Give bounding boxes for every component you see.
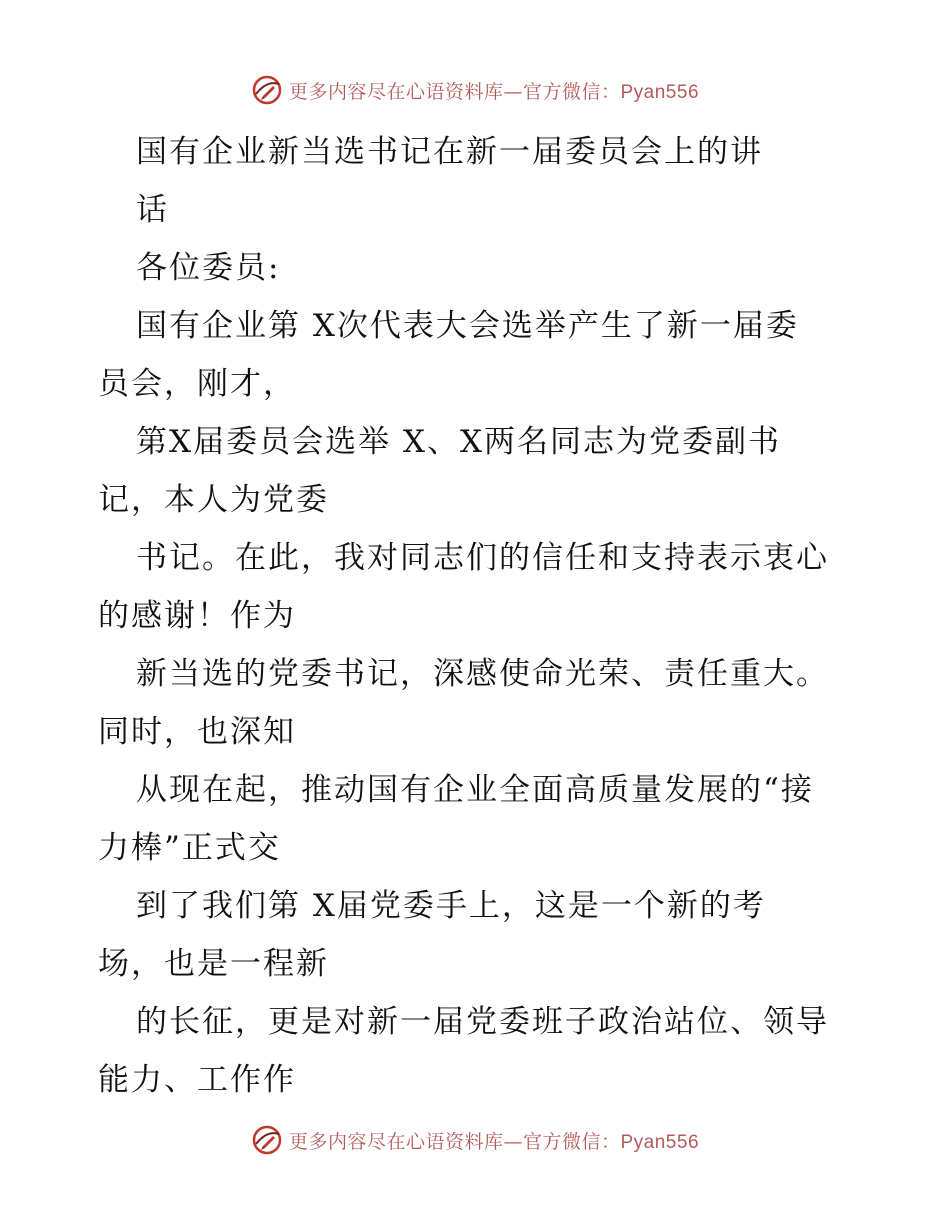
footer-watermark: [0, 1120, 950, 1160]
text-line: 员会，刚才，: [98, 366, 296, 402]
document-body: [98, 123, 858, 1109]
pen-logo-icon: [251, 1124, 283, 1156]
watermark-text: [289, 1127, 699, 1154]
watermark-label: 官方微信：: [522, 80, 621, 103]
watermark-site: 更多内容尽在心语资料库: [288, 80, 504, 103]
text-line: 各位委员:: [136, 250, 281, 286]
watermark-separator: —: [503, 1130, 523, 1153]
watermark-account: Pyan556: [620, 1131, 700, 1153]
text-line: 话: [136, 192, 169, 228]
text-line: 第X届委员会选举 X、X两名同志为党委副书: [136, 424, 782, 460]
text-line: 国有企业第 X次代表大会选举产生了新一届委: [136, 308, 799, 344]
text-line: 书记。在此，我对同志们的信任和支持表示衷心: [136, 540, 829, 576]
text-line: 新当选的党委书记，深感使命光荣、责任重大。: [136, 656, 829, 692]
text-line: 的长征，更是对新一届党委班子政治站位、领导: [136, 1004, 829, 1040]
text-line: 力棒”正式交: [98, 830, 281, 866]
watermark-text: [289, 77, 699, 104]
watermark-separator: —: [503, 80, 523, 103]
text-line: 到了我们第 X届党委手上，这是一个新的考: [136, 888, 766, 924]
header-watermark: [0, 70, 950, 110]
text-line: 能力、工作作: [98, 1062, 296, 1098]
watermark-site: 更多内容尽在心语资料库: [288, 1130, 504, 1153]
watermark-label: 官方微信：: [522, 1130, 621, 1153]
text-line: 记，本人为党委: [98, 482, 329, 518]
text-line: 的感谢！作为: [98, 598, 296, 634]
text-line: 场，也是一程新: [98, 946, 329, 982]
watermark-account: Pyan556: [620, 81, 700, 103]
text-line: 从现在起，推动国有企业全面高质量发展的“接: [136, 772, 814, 808]
text-line: 国有企业新当选书记在新一届委员会上的讲: [136, 134, 763, 170]
pen-logo-icon: [251, 74, 283, 106]
text-line: 同时，也深知: [98, 714, 296, 750]
